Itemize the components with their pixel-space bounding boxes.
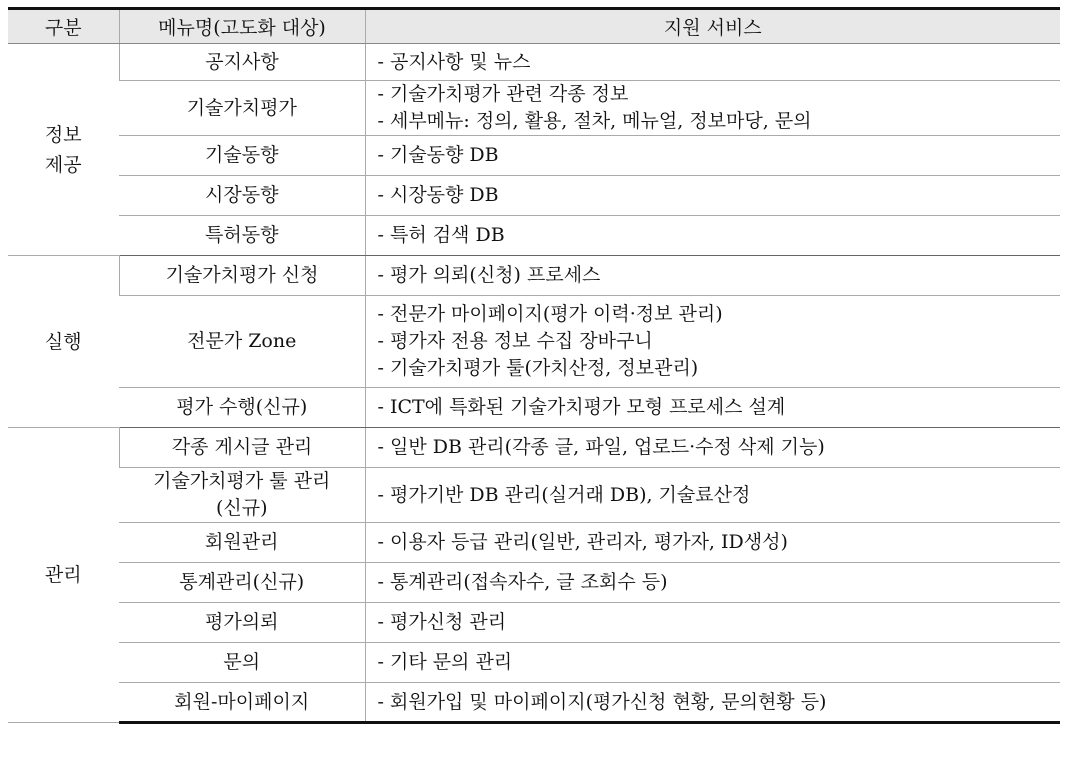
category-cell <box>8 44 119 256</box>
menu-name: 평가의뢰 <box>205 611 279 633</box>
service-cell <box>365 523 1060 563</box>
menu-name: 공지사항 <box>205 50 279 73</box>
table-row <box>8 256 1060 296</box>
table-row <box>8 176 1060 216</box>
menu-name: 전문가 Zone <box>187 330 297 352</box>
menu-name-cell <box>119 256 365 296</box>
service-item: - 평가자 전용 정보 수집 장바구니 <box>377 330 653 352</box>
table-row <box>8 603 1060 643</box>
table-row <box>8 563 1060 603</box>
menu-name-cell <box>119 563 365 603</box>
service-cell <box>365 81 1060 136</box>
service-item: - ICT에 특화된 기술가치평가 모형 프로세스 설계 <box>377 396 786 418</box>
menu-name-cell <box>119 81 365 136</box>
service-cell <box>365 683 1060 723</box>
menu-name-cell <box>119 216 365 256</box>
service-item: - 평가신청 관리 <box>377 611 507 633</box>
menu-name: 통계관리(신규) <box>179 571 305 593</box>
table-row <box>8 296 1060 388</box>
menu-name: 평가 수행(신규) <box>176 396 308 418</box>
table-row <box>8 683 1060 723</box>
service-item: - 시장동향 DB <box>377 184 499 206</box>
service-cell <box>365 44 1060 81</box>
service-cell <box>365 563 1060 603</box>
table-header-row <box>8 9 1060 44</box>
category-label: 제공 <box>44 153 82 176</box>
service-item: - 일반 DB 관리(각종 글, 파일, 업로드·수정 삭제 기능) <box>377 436 825 458</box>
menu-name-cell <box>119 176 365 216</box>
service-menu-table <box>8 7 1060 724</box>
header-category: 구분 <box>8 9 119 44</box>
table-row <box>8 523 1060 563</box>
menu-name: 기술동향 <box>205 144 279 166</box>
table-row <box>8 216 1060 256</box>
menu-name-cell <box>119 44 365 81</box>
category-cell <box>8 256 119 428</box>
menu-name-cell <box>119 643 365 683</box>
header-support-service: 지원 서비스 <box>365 9 1060 44</box>
table-row <box>8 468 1060 523</box>
menu-name: 문의 <box>223 651 261 673</box>
menu-name-cell <box>119 603 365 643</box>
menu-name-cell <box>119 468 365 523</box>
service-cell <box>365 388 1060 428</box>
service-item: - 통계관리(접속자수, 글 조회수 등) <box>377 571 668 593</box>
table-row <box>8 388 1060 428</box>
table-row <box>8 428 1060 468</box>
service-item: - 평가 의뢰(신청) 프로세스 <box>377 264 601 286</box>
header-menu-name: 메뉴명(고도화 대상) <box>119 9 365 44</box>
service-cell <box>365 136 1060 176</box>
service-item: - 기술가치평가 관련 각종 정보 <box>377 83 629 105</box>
service-cell <box>365 643 1060 683</box>
category-label: 관리 <box>44 564 82 586</box>
menu-name: 특허동향 <box>205 224 279 246</box>
category-cell <box>8 428 119 723</box>
menu-name: 시장동향 <box>205 184 279 206</box>
service-item: - 공지사항 및 뉴스 <box>377 50 531 73</box>
service-item: - 회원가입 및 마이페이지(평가신청 현황, 문의현황 등) <box>377 690 827 713</box>
service-item: - 전문가 마이페이지(평가 이력·정보 관리) <box>377 303 723 325</box>
service-cell <box>365 603 1060 643</box>
menu-name: 각종 게시글 관리 <box>171 436 313 458</box>
menu-name: 기술가치평가 신청 <box>165 264 319 286</box>
menu-name-cell <box>119 428 365 468</box>
menu-name: (신규) <box>215 497 268 519</box>
service-item: - 세부메뉴: 정의, 활용, 절차, 메뉴얼, 정보마당, 문의 <box>377 110 812 132</box>
service-cell <box>365 176 1060 216</box>
menu-name: 기술가치평가 툴 관리 <box>153 470 331 492</box>
service-item: - 기술가치평가 툴(가치산정, 정보관리) <box>377 357 699 379</box>
service-cell <box>365 216 1060 256</box>
menu-name-cell <box>119 296 365 388</box>
menu-name: 회원-마이페이지 <box>174 690 310 713</box>
table-row <box>8 643 1060 683</box>
service-item: - 특허 검색 DB <box>377 224 505 246</box>
category-label: 정보 <box>44 123 82 146</box>
menu-name: 기술가치평가 <box>186 96 297 119</box>
table-row <box>8 44 1060 81</box>
menu-name-cell <box>119 136 365 176</box>
service-cell <box>365 296 1060 388</box>
menu-name-cell <box>119 388 365 428</box>
table-row <box>8 136 1060 176</box>
service-item: - 이용자 등급 관리(일반, 관리자, 평가자, ID생성) <box>377 531 788 553</box>
service-table-wrapper <box>8 7 1060 724</box>
service-cell <box>365 428 1060 468</box>
service-item: - 기술동향 DB <box>377 144 499 166</box>
service-cell <box>365 468 1060 523</box>
service-item: - 평가기반 DB 관리(실거래 DB), 기술료산정 <box>377 483 751 506</box>
menu-name: 회원관리 <box>205 531 279 553</box>
service-item: - 기타 문의 관리 <box>377 651 513 673</box>
service-cell <box>365 256 1060 296</box>
category-label: 실행 <box>44 330 82 353</box>
table-body <box>8 44 1060 723</box>
menu-name-cell <box>119 523 365 563</box>
table-row <box>8 81 1060 136</box>
menu-name-cell <box>119 683 365 723</box>
